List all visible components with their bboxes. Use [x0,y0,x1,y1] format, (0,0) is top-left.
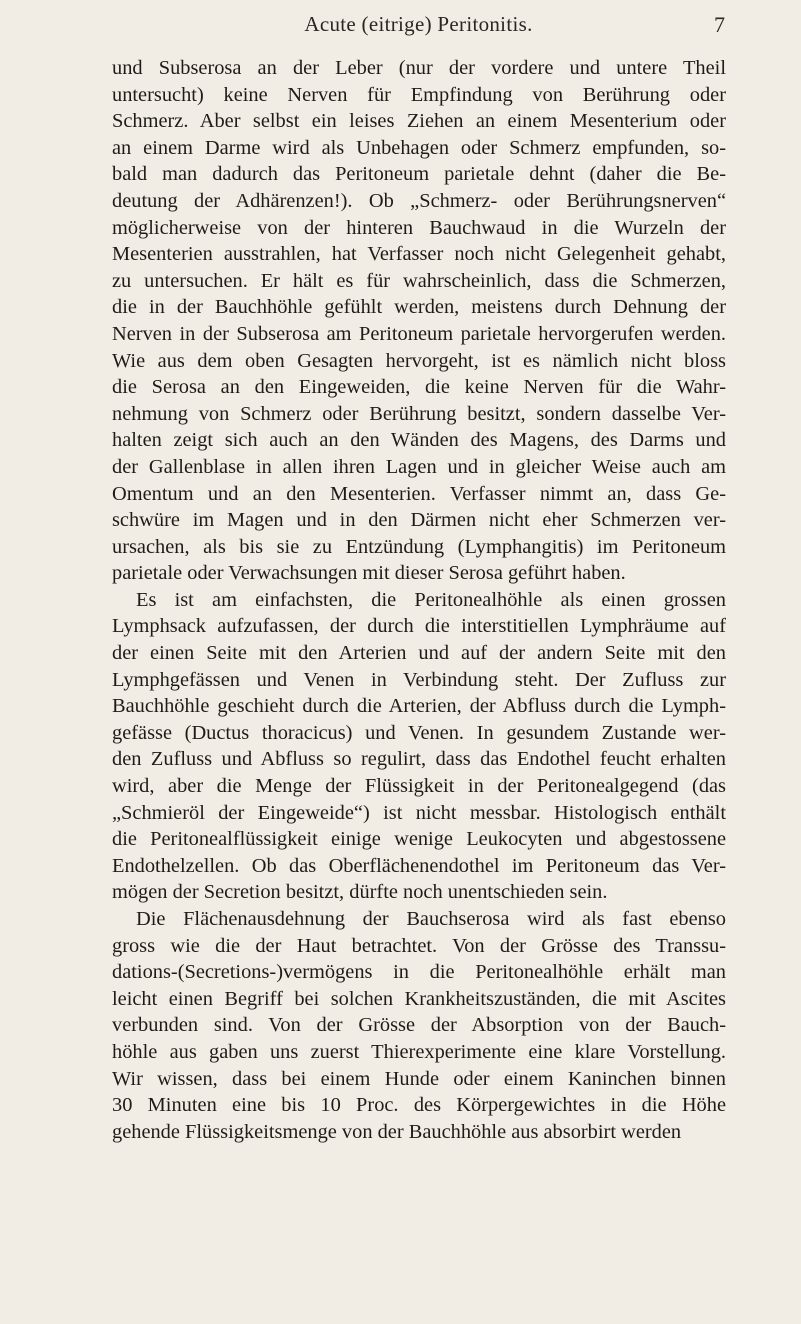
text-line: untersucht) keine Nerven für Empfindung von Berührung oder [112,83,726,106]
text-line: schwüre im Magen und in den Därmen nicht eher Schmerzen ver- [112,509,726,532]
text-line: und Subserosa an der Leber (nur der vordere und untere Theil [112,57,726,79]
text-line: die in der Bauchhöhle gefühlt werden, meistens durch Dehnung der [112,296,726,319]
text-line: halten zeigt sich auch an den Wänden des Magens, des Darms und [112,429,726,452]
text-line: der Gallenblase in allen ihren Lagen und in gleicher Weise auch am [112,455,726,478]
text-line: parietale oder Verwachsungen mit dieser Serosa geführt haben. [112,562,626,585]
text-line: „Schmieröl der Eingeweide“) ist nicht messbar. Histologisch enthält [112,801,726,824]
text-line: möglicherweise von der hinteren Bauchwaud in die Wurzeln der [112,216,726,239]
text-line: ursachen, als bis sie zu Entzündung (Lymphangitis) im Peritoneum [112,535,726,558]
text-line: Endothelzellen. Ob das Oberflächenendothel im Peritoneum das Ver- [112,854,726,877]
text-line: bald man dadurch das Peritoneum parietale dehnt (daher die Be- [112,163,726,186]
text-line: Wir wissen, dass bei einem Hunde oder einem Kaninchen binnen [112,1067,726,1090]
running-title: Acute (eitrige) Peritonitis. [304,12,533,36]
text-line: Lymphgefässen und Venen in Verbindung steht. Der Zufluss zur [112,668,726,691]
text-line: gehende Flüssigkeitsmenge von der Bauchhöhle aus absorbirt werden [112,1120,682,1143]
body-text [112,55,726,1145]
text-line: Bauchhöhle geschieht durch die Arterien, der Abfluss durch die Lymph- [112,695,726,718]
text-line: gross wie die der Haut betrachtet. Von der Grösse des Transsu- [112,934,726,957]
text-line: Nerven in der Subserosa am Peritoneum parietale hervorgerufen werden. [112,322,726,345]
text-line: Mesenterien ausstrahlen, hat Verfasser noch nicht Gelegenheit gehabt, [112,243,726,266]
text-line: der einen Seite mit den Arterien und auf der andern Seite mit den [112,642,726,665]
page-number: 7 [714,12,725,37]
text-line: an einem Darme wird als Unbehagen oder Schmerz empfunden, so- [112,136,726,159]
text-line: Es ist am einfachsten, die Peritonealhöhle als einen grossen [136,588,726,611]
text-line: höhle aus gaben uns zuerst Thierexperimente eine klare Vorstellung. [112,1040,726,1063]
text-line: Die Flächenausdehnung der Bauchserosa wird als fast ebenso [136,908,726,930]
text-line: den Zufluss und Abfluss so regulirt, dass das Endothel feucht erhalten [112,748,726,771]
text-line: leicht einen Begriff bei solchen Krankheitszuständen, die mit Ascites [112,987,726,1010]
text-line: deutung der Adhärenzen!). Ob „Schmerz- oder Berührungsnerven“ [112,189,726,212]
text-line: dations-(Secretions-)vermögens in die Peritonealhöhle erhält man [112,961,726,984]
text-line: wird, aber die Menge der Flüssigkeit in der Peritonealgegend (das [112,775,726,798]
text-line: mögen der Secretion besitzt, dürfte noch unentschieden sein. [112,881,608,904]
text-line: Omentum und an den Mesenterien. Verfasser nimmt an, dass Ge- [112,482,726,505]
text-line: gefässe (Ductus thoracicus) und Venen. In gesundem Zustande wer- [112,721,726,744]
text-line: die Serosa an den Eingeweiden, die keine Nerven für die Wahr- [112,376,726,399]
text-line: die Peritonealflüssigkeit einige wenige Leukocyten und abgestossene [112,828,726,851]
text-line: Lymphsack aufzufassen, der durch die interstitiellen Lymphräume auf [112,615,726,638]
text-line: verbunden sind. Von der Grösse der Absorption von der Bauch- [112,1014,726,1037]
text-line: 30 Minuten eine bis 10 Proc. des Körpergewichtes in die Höhe [112,1094,726,1117]
text-line: Wie aus dem oben Gesagten hervorgeht, ist es nämlich nicht bloss [112,349,726,372]
text-line: Schmerz. Aber selbst ein leises Ziehen an einem Mesenterium oder [112,110,726,133]
text-line: zu untersuchen. Er hält es für wahrscheinlich, dass die Schmerzen, [112,269,726,292]
running-header [112,12,725,36]
text-line: nehmung von Schmerz oder Berührung besitzt, sondern dasselbe Ver- [112,402,726,425]
